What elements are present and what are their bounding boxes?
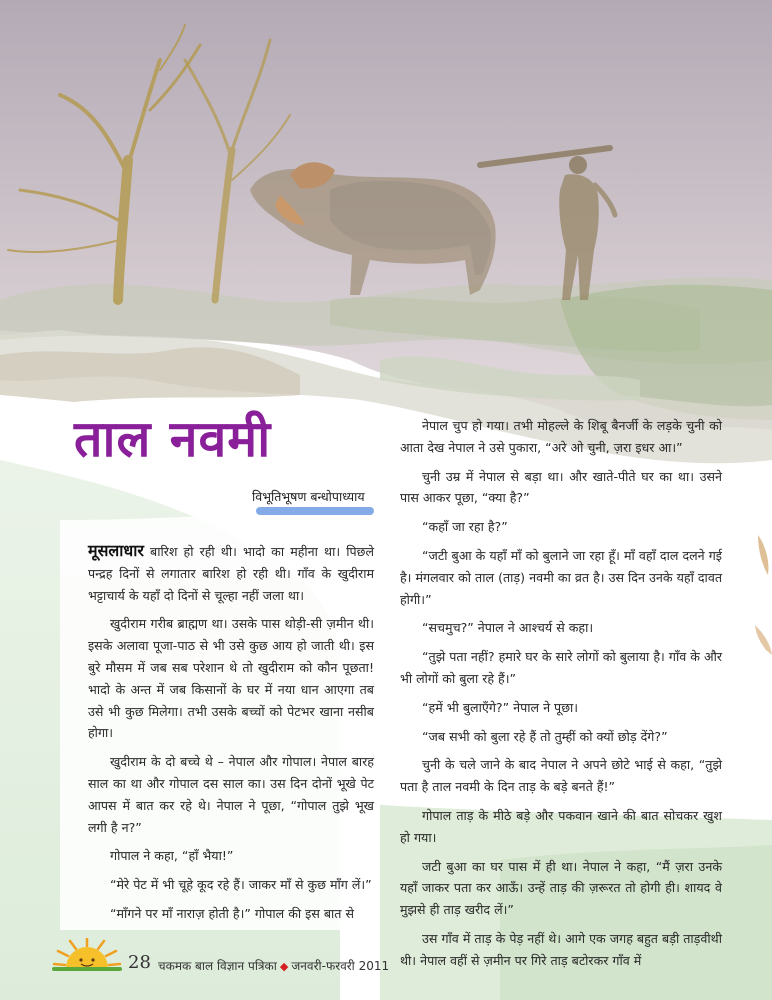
story-title: ताल नवमी xyxy=(74,410,272,468)
paragraph: चुनी के चले जाने के बाद नेपाल ने अपने छोटे भाई से कहा, “तुझे पता है ताल नवमी के दिन ताड़ के बड़े बनते हैं!” xyxy=(400,757,722,795)
paragraph: “तुझे पता नहीं? हमारे घर के सारे लोगों को बुलाया है। गाँव के और भी लोगों को बुला रहे हैं।” xyxy=(400,649,722,686)
magazine-name: चकमक बाल विज्ञान पत्रिका xyxy=(158,959,277,973)
sun-icon xyxy=(52,938,122,978)
paragraph: “जटी बुआ के यहाँ माँ को बुलाने जा रहा हूँ। माँ वहाँ दाल दलने गई है। मंगलवार को ताल (ताड़) नवमी का व्रत है। उस दिन उनके यहाँ दावत होगी।” xyxy=(400,547,722,607)
paragraph: “सचमुच?” नेपाल ने आश्चर्य से कहा। xyxy=(422,620,594,636)
author-name: विभूतिभूषण बन्धोपाध्याय xyxy=(252,489,365,504)
paragraph: “माँगने पर माँ नाराज़ होती है।” गोपाल की इस बात से xyxy=(110,905,354,921)
diamond-icon: ◆ xyxy=(279,960,289,973)
page-number: 28 xyxy=(128,952,151,973)
paragraph: “हमें भी बुलाएँगे?” नेपाल ने पूछा। xyxy=(422,699,579,715)
paragraph: “जब सभी को बुला रहे हैं तो तुम्हीं को क्यों छोड़ देंगे?” xyxy=(422,728,668,744)
paragraph: मूसलाधार बारिश हो रही थी। भादो का महीना था। पिछले पन्द्रह दिनों से लगातार बारिश हो रही थी। गाँव के खुदीराम भट्टाचार्य के यहाँ दो दिनों से चूल्हा नहीं जला था। xyxy=(88,541,374,603)
author-underline-stroke xyxy=(256,507,374,515)
paragraph: उस गाँव में ताड़ के पेड़ नहीं थे। आगे एक जगह बहुत बड़ी ताड़वीथी थी। नेपाल वहीं से ज़मीन पर गिरे ताड़ बटोरकर गाँव में xyxy=(400,930,722,968)
paragraph: खुदीराम गरीब ब्राह्मण था। उसके पास थोड़ी-सी ज़मीन थी। इसके अलावा पूजा-पाठ से भी उसे कुछ आय हो जाती थी। इस बुरे मौसम में जब सब परेशान थे तो खुदीराम को कौन पूछता! भादो के अन्त में जब किसानों के घर में नया धान आएगा तब उसे भी कुछ मिलेगा। तभी उसके बच्चों को पेटभर खाना नसीब होगा। xyxy=(88,616,374,741)
paragraph: जटी बुआ का घर पास में ही था। नेपाल ने कहा, “मैं ज़रा उनके यहाँ जाकर पता कर आऊँ। उन्हें ताड़ की ज़रूरत तो होगी ही। शायद वे मुझसे ही ताड़ खरीद लें।” xyxy=(400,858,722,918)
paragraph: गोपाल ताड़ के मीठे बड़े और पकवान खाने की बात सोचकर खुश हो गया। xyxy=(400,807,722,845)
paragraph: “कहाँ जा रहा है?” xyxy=(422,519,508,535)
issue-date: जनवरी-फरवरी 2011 xyxy=(291,959,390,973)
lead-word: मूसलाधार xyxy=(88,541,144,560)
paragraph: नेपाल चुप हो गया। तभी मोहल्ले के शिबू बैनर्जी के लड़के चुनी को आता देख नेपाल ने उसे पुकारा, “अरे ओ चुनी, ज़रा इधर आ।” xyxy=(400,418,722,455)
paragraph: “मेरे पेट में भी चूहे कूद रहे हैं। जाकर माँ से कुछ माँग लें।” xyxy=(110,877,372,893)
paragraph: गोपाल ने कहा, “हाँ भैया!” xyxy=(110,848,234,864)
right-text-column xyxy=(400,415,722,979)
left-text-column xyxy=(88,540,374,932)
magazine-footer xyxy=(158,957,389,974)
paragraph: चुनी उम्र में नेपाल से बड़ा था। और खाते-पीते घर का था। उसने पास आकर पूछा, “क्या है?” xyxy=(400,468,722,506)
paragraph: खुदीराम के दो बच्चे थे – नेपाल और गोपाल। नेपाल बारह साल का था और गोपाल दस साल का। उस दिन दोनों भूखे पेट आपस में बात कर रहे थे। नेपाल ने पूछा, “गोपाल तुझे भूख लगी है न?” xyxy=(88,754,374,835)
